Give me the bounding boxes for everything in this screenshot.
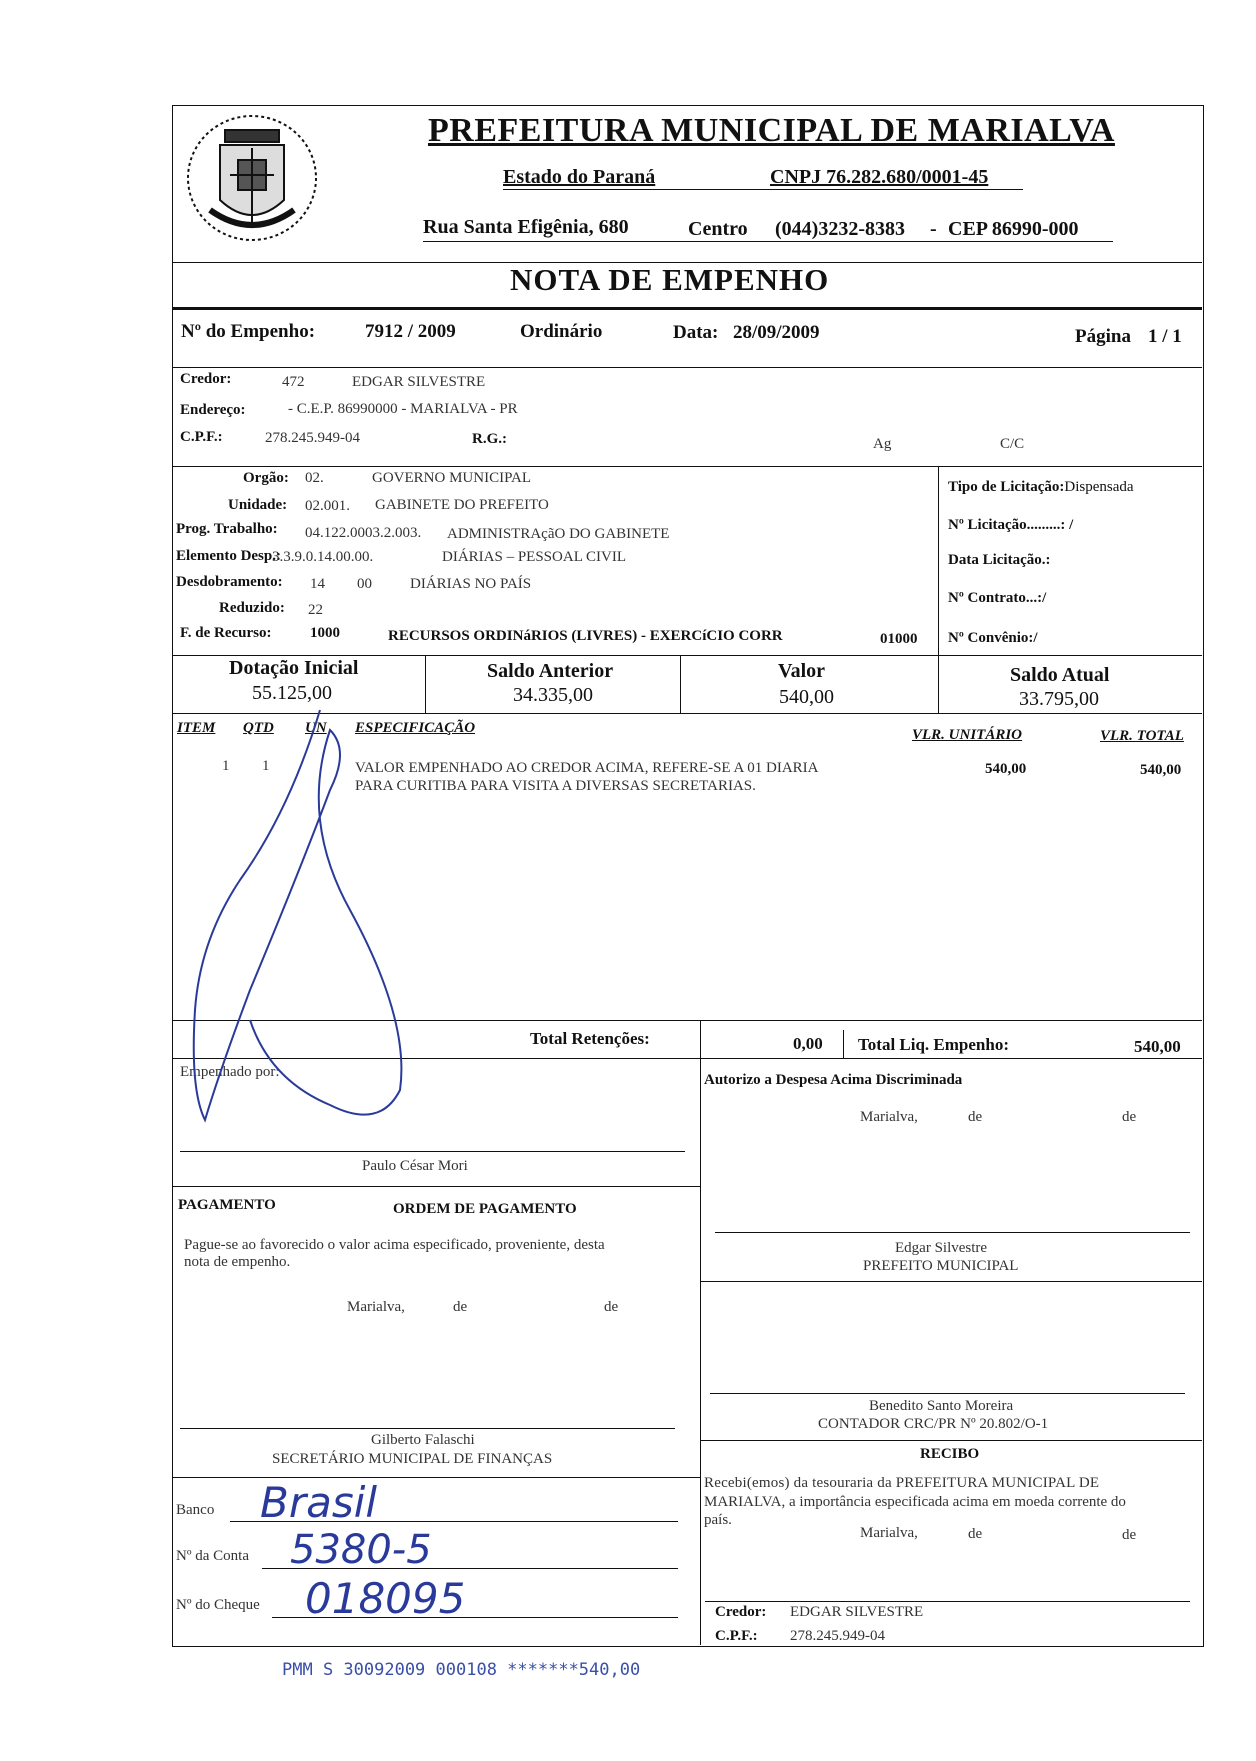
liq-value: 540,00 (1134, 1037, 1181, 1056)
licitacao-data: Data Licitação.: (948, 552, 1051, 568)
pagamento-text1: Pague-se ao favorecido o valor acima especificado, proveniente, desta (184, 1237, 605, 1253)
row-total: 540,00 (1140, 762, 1182, 778)
divider-recibo-top (700, 1440, 1202, 1441)
col-total: VLR. TOTAL (1100, 728, 1184, 744)
pagamento-de2: de (604, 1299, 619, 1315)
ordem-label: ORDEM DE PAGAMENTO (393, 1201, 577, 1217)
cheque-value: 018095 (305, 1574, 466, 1623)
fonte-name: RECURSOS ORDINáRIOS (LIVRES) - EXERCíCIO CORR (388, 628, 783, 644)
licitacao-tipo-value: Dispensada (1064, 479, 1134, 495)
fonte-code2: 01000 (880, 631, 918, 647)
licitacao-contrato: Nº Contrato...:/ (948, 590, 1047, 606)
phone: (044)3232-8383 (775, 218, 905, 240)
recibo-place: Marialva, (860, 1525, 918, 1541)
address-label: Endereço: (180, 402, 246, 418)
credor-address: - C.E.P. 86990000 - MARIALVA - PR (288, 401, 518, 417)
cheque-label: Nº do Cheque (176, 1597, 260, 1613)
credor-code: 472 (282, 374, 305, 390)
secretario-title: SECRETÁRIO MUNICIPAL DE FINANÇAS (272, 1451, 553, 1467)
autorizo-place: Marialva, (860, 1109, 918, 1125)
retencoes-label: Total Retenções: (530, 1029, 650, 1048)
desd-name: DIÁRIAS NO PAÍS (410, 576, 532, 592)
logo (180, 100, 325, 250)
conta-label: Nº da Conta (176, 1548, 249, 1564)
banco-value: Brasil (260, 1478, 378, 1527)
dotacao-label: Dotação Inicial (229, 657, 359, 679)
page-value: 1 / 1 (1148, 326, 1182, 347)
elem-name: DIÁRIAS – PESSOAL CIVIL (442, 549, 627, 565)
processing-stamp: PMM S 30092009 000108 *******540,00 (282, 1660, 641, 1680)
row-spec2: PARA CURITIBA PARA VISITA A DIVERSAS SECRETARIAS. (355, 778, 756, 794)
rg-label: R.G.: (472, 431, 507, 447)
recibo-cpf: 278.245.949-04 (790, 1628, 885, 1644)
saldo-anterior-label: Saldo Anterior (487, 660, 614, 682)
cep: CEP 86990-000 (948, 218, 1079, 240)
prog-code: 04.122.0003.2.003. (305, 525, 422, 541)
empenho-number: 7912 / 2009 (365, 321, 456, 342)
contador-name: Benedito Santo Moreira (869, 1398, 1014, 1414)
pagamento-place: Marialva, (347, 1299, 405, 1315)
secretario-sign-line (180, 1428, 675, 1429)
recibo-credor: EDGAR SILVESTRE (790, 1604, 924, 1620)
district: Centro (688, 218, 748, 240)
prog-label: Prog. Trabalho: (176, 521, 278, 537)
empenhado-label: Empenhado por: (180, 1064, 280, 1080)
recibo-de1: de (968, 1526, 983, 1542)
empenhado-name: Paulo César Mori (362, 1158, 468, 1174)
org-name: PREFEITURA MUNICIPAL DE MARIALVA (428, 112, 1115, 149)
ag-label: Ag (873, 436, 892, 452)
prog-name: ADMINISTRAçãO DO GABINETE (447, 526, 670, 542)
elem-code: 3.3.9.0.14.00.00. (272, 549, 374, 565)
saldo-anterior-value: 34.335,00 (513, 684, 593, 706)
recibo-credor-label: Credor: (715, 1604, 767, 1620)
totals-div-1 (700, 1020, 701, 1060)
cnpj: CNPJ 76.282.680/0001-45 (770, 166, 989, 188)
row-item: 1 (222, 758, 230, 774)
banco-label: Banco (176, 1502, 215, 1518)
secretario-name: Gilberto Falaschi (371, 1432, 475, 1448)
row-spec1: VALOR EMPENHADO AO CREDOR ACIMA, REFERE-SE A 01 DIARIA (355, 760, 819, 776)
cpf-label: C.P.F.: (180, 429, 223, 445)
desd-code2: 00 (357, 576, 372, 592)
credor-label: Credor: (180, 371, 232, 387)
amount-divider-2 (680, 655, 681, 713)
licitacao-tipo (948, 479, 1134, 496)
divider-contador-top (700, 1281, 1202, 1282)
recibo-label: RECIBO (920, 1446, 980, 1462)
recibo-sign-line (705, 1601, 1190, 1602)
dotacao-value: 55.125,00 (252, 682, 332, 704)
col-item: ITEM (177, 720, 216, 736)
state: Estado do Paraná (503, 166, 656, 188)
desd-code: 14 (310, 576, 325, 592)
col-spec: ESPECIFICAÇÃO (355, 720, 476, 736)
divider-credor-top (172, 367, 1202, 368)
coat-of-arms-icon (180, 100, 325, 250)
orgao-name: GOVERNO MUNICIPAL (372, 470, 532, 486)
credor-name: EDGAR SILVESTRE (352, 374, 486, 390)
orgao-code: 02. (305, 470, 324, 486)
pagamento-de1: de (453, 1299, 468, 1315)
autorizo-de1: de (968, 1109, 983, 1125)
amount-divider-3 (938, 655, 939, 713)
autorizo-text: Autorizo a Despesa Acima Discriminada (704, 1072, 963, 1088)
contador-title: CONTADOR CRC/PR Nº 20.802/O-1 (818, 1416, 1049, 1432)
saldo-atual-value: 33.795,00 (1019, 688, 1099, 710)
sep: - (930, 218, 937, 240)
reduzido-label: Reduzido: (219, 600, 285, 616)
cpf-value: 278.245.949-04 (265, 430, 360, 446)
unidade-label: Unidade: (228, 497, 288, 513)
valor-value: 540,00 (779, 686, 834, 708)
valor-label: Valor (778, 660, 826, 682)
date-label: Data: (673, 322, 719, 343)
header-underline (503, 189, 1023, 190)
recibo-text2: MARIALVA, a importância especificada acima em moeda corrente do (704, 1494, 1126, 1510)
saldo-atual-label: Saldo Atual (1010, 664, 1110, 686)
unidade-code: 02.001. (305, 498, 350, 514)
empenho-label: Nº do Empenho: (181, 321, 316, 342)
empenho-type: Ordinário (520, 321, 603, 342)
prefeito-title: PREFEITO MUNICIPAL (863, 1258, 1019, 1274)
fonte-label: F. de Recurso: (180, 625, 272, 641)
divider-pagamento-top (172, 1186, 700, 1187)
reduzido-value: 22 (308, 602, 323, 618)
recibo-text3: país. (704, 1512, 732, 1528)
prefeito-sign-line (715, 1232, 1190, 1233)
prefeito-name: Edgar Silvestre (895, 1240, 988, 1256)
pagamento-text2: nota de empenho. (184, 1254, 291, 1270)
col-unit: VLR. UNITÁRIO (912, 727, 1023, 743)
row-qtd: 1 (262, 758, 270, 774)
row-unit: 540,00 (985, 761, 1027, 777)
doc-title: NOTA DE EMPENHO (510, 262, 830, 297)
page-label: Página (1075, 326, 1131, 347)
liq-label: Total Liq. Empenho: (858, 1035, 1009, 1054)
address: Rua Santa Efigênia, 680 (423, 216, 629, 238)
col-un: UN (305, 720, 327, 736)
unidade-name: GABINETE DO PREFEITO (375, 497, 549, 513)
recibo-de2: de (1122, 1527, 1137, 1543)
col-qtd: QTD (243, 720, 274, 736)
pagamento-label: PAGAMENTO (178, 1197, 276, 1213)
orgao-label: Orgão: (243, 470, 289, 486)
divider-banco-top (172, 1477, 700, 1478)
desd-label: Desdobramento: (176, 574, 283, 590)
handwritten-signature (180, 690, 440, 1130)
contador-sign-line (710, 1393, 1185, 1394)
licitacao-divider (938, 466, 939, 656)
licitacao-convenio: Nº Convênio:/ (948, 630, 1038, 646)
elem-label: Elemento Desp.: (176, 548, 281, 564)
autorizo-de2: de (1122, 1109, 1137, 1125)
fonte-code: 1000 (310, 625, 340, 641)
recibo-cpf-label: C.P.F.: (715, 1628, 758, 1644)
recibo-text1: Recebi(emos) da tesouraria da PREFEITURA MUNICIPAL DE (704, 1475, 1100, 1491)
divider-amounts-top (172, 655, 1202, 656)
lower-center-divider (700, 1058, 701, 1645)
date-value: 28/09/2009 (733, 322, 820, 343)
licitacao-num: Nº Licitação.........: / (948, 517, 1074, 533)
divider-budget-top (172, 466, 1202, 467)
empenhado-sign-line (180, 1151, 685, 1152)
cc-label: C/C (1000, 436, 1025, 452)
retencoes-value: 0,00 (793, 1034, 823, 1053)
totals-div-2 (843, 1030, 844, 1058)
conta-value: 5380-5 (290, 1527, 432, 1573)
address-underline (423, 241, 1113, 242)
divider-title-bottom (172, 307, 1202, 310)
licitacao-tipo-label: Tipo de Licitação: (948, 479, 1065, 495)
